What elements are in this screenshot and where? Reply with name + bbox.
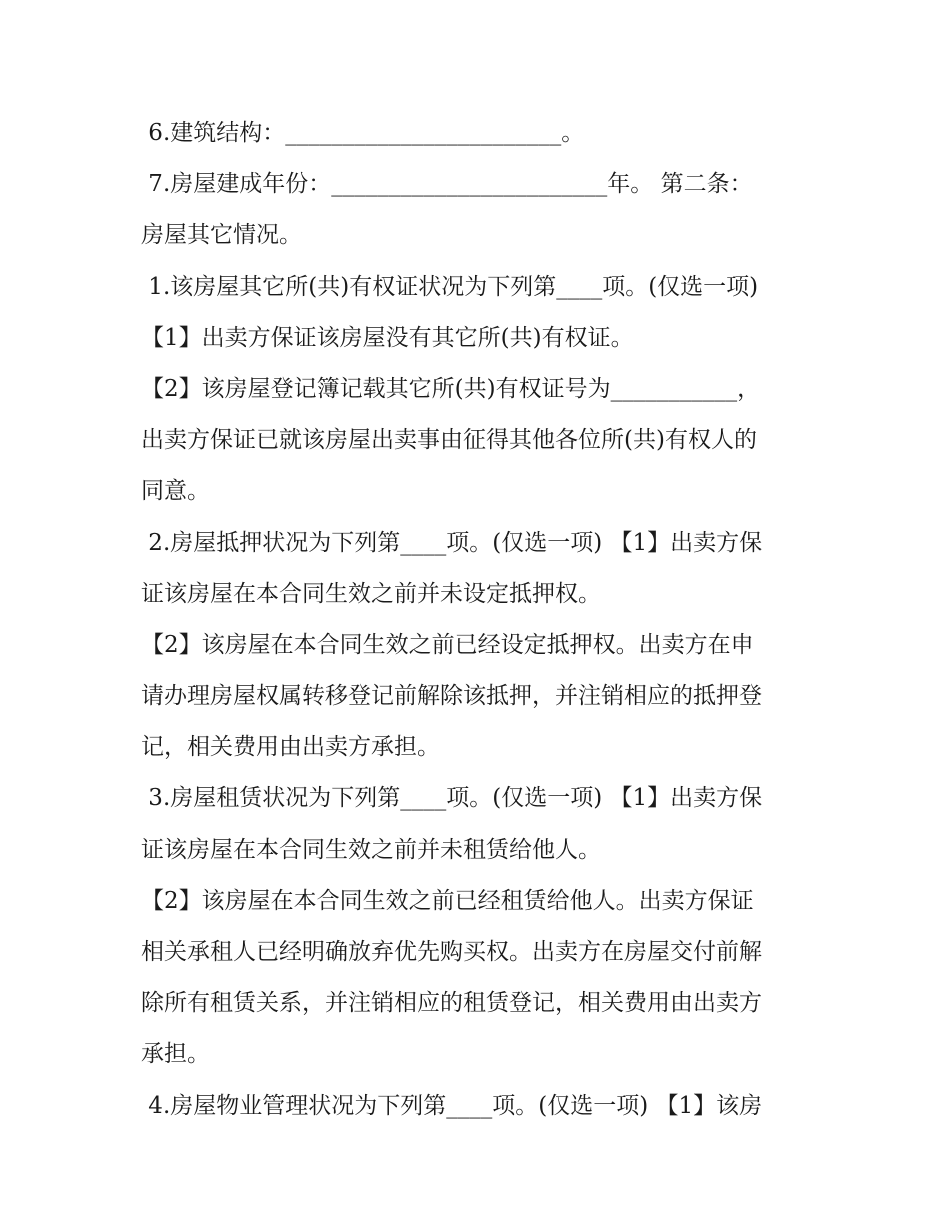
text-line: 2.房屋抵押状况为下列第____项。(仅选一项) 【1】出卖方保 [141,529,763,556]
text-line: 出卖方保证已就该房屋出卖事由征得其他各位所(共)有权人的 [141,427,757,454]
text-line: 承担。 [141,1041,210,1068]
text-line: 【2】该房屋登记簿记载其它所(共)有权证号为___________， [141,375,761,402]
text-line: 3.房屋租赁状况为下列第____项。(仅选一项) 【1】出卖方保 [141,785,763,812]
text-line: 证该房屋在本合同生效之前并未租赁给他人。 [141,836,601,863]
text-line: 记，相关费用由出卖方承担。 [141,734,440,761]
text-line: 4.房屋物业管理状况为下列第____项。(仅选一项) 【1】该房 [141,1092,763,1119]
text-line: 证该房屋在本合同生效之前并未设定抵押权。 [141,580,601,607]
text-line: 7.房屋建成年份：________________________年。 第二条： [141,171,753,198]
text-line: 6.建筑结构：________________________。 [141,120,585,146]
text-line: 【2】该房屋在本合同生效之前已经租赁给他人。出卖方保证 [141,887,754,914]
text-line: 请办理房屋权属转移登记前解除该抵押，并注销相应的抵押登 [141,683,762,710]
text-line: 除所有租赁关系，并注销相应的租赁登记，相关费用由出卖方 [141,990,762,1017]
text-line: 1.该房屋其它所(共)有权证状况为下列第____项。(仅选一项) [141,273,759,300]
text-line: 相关承租人已经明确放弃优先购买权。出卖方在房屋交付前解 [141,939,762,965]
contract-text [141,108,821,1132]
text-line: 【1】出卖方保证该房屋没有其它所(共)有权证。 [141,324,634,351]
text-line: 房屋其它情况。 [141,222,302,249]
text-line: 【2】该房屋在本合同生效之前已经设定抵押权。出卖方在申 [141,631,754,658]
text-line: 同意。 [141,478,210,505]
